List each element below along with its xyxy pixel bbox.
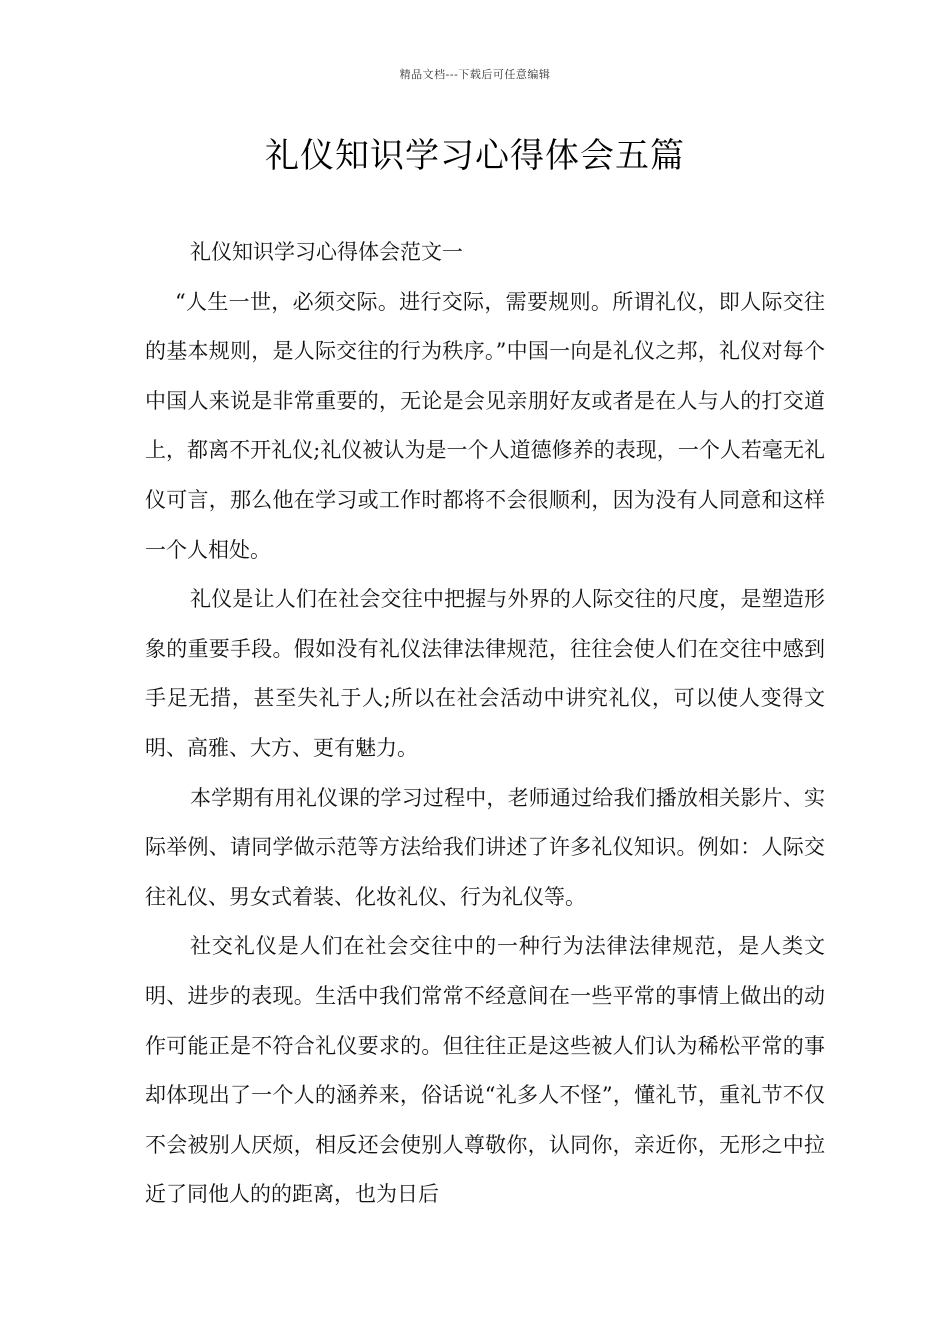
document-title: 礼仪知识学习心得体会五篇 xyxy=(265,136,685,176)
header-note: 精品文档---下载后可任意编辑 xyxy=(399,68,551,81)
paragraph: 本学期有用礼仪课的学习过程中，老师通过给我们播放相关影片、实际举例、请同学做示范等方法给我们讲述了许多礼仪知识。例如：人际交往礼仪、男女式着装、化妆礼仪、行为礼仪等。 xyxy=(145,785,825,909)
paragraph: 社交礼仪是人们在社会交往中的一种行为法律法律规范，是人类文明、进步的表现。生活中我们常常不经意间在一些平常的事情上做出的动作可能正是不符合礼仪要求的。但往往正是这些被人们认为稀松平常的事却体现出了一个人的涵养来，俗话说“礼多人不怪”，懂礼节，重礼节不仅不会被别人厌烦，相反还会使别人尊敬你，认同你，亲近你，无形之中拉近了同他人的的距离，也为日后 xyxy=(145,934,825,1207)
paragraph: “人生一世，必须交际。进行交际，需要规则。所谓礼仪，即人际交往的基本规则，是人际交往的行为秩序。”中国一向是礼仪之邦，礼仪对每个中国人来说是非常重要的，无论是会见亲朋好友或者是在人与人的打交道上，都离不开礼仪;礼仪被认为是一个人道德修养的表现，一个人若毫无礼仪可言，那么他在学习或工作时都将不会很顺利，因为没有人同意和这样一个人相处。 xyxy=(145,289,825,562)
document-body xyxy=(145,228,825,1220)
paragraph-subtitle: 礼仪知识学习心得体会范文一 xyxy=(190,240,463,264)
paragraph: 礼仪是让人们在社会交往中把握与外界的人际交往的尺度，是塑造形象的重要手段。假如没有礼仪法律法律规范，往往会使人们在交往中感到手足无措，甚至失礼于人;所以在社会活动中讲究礼仪，可以使人变得文明、高雅、大方、更有魅力。 xyxy=(145,587,825,760)
